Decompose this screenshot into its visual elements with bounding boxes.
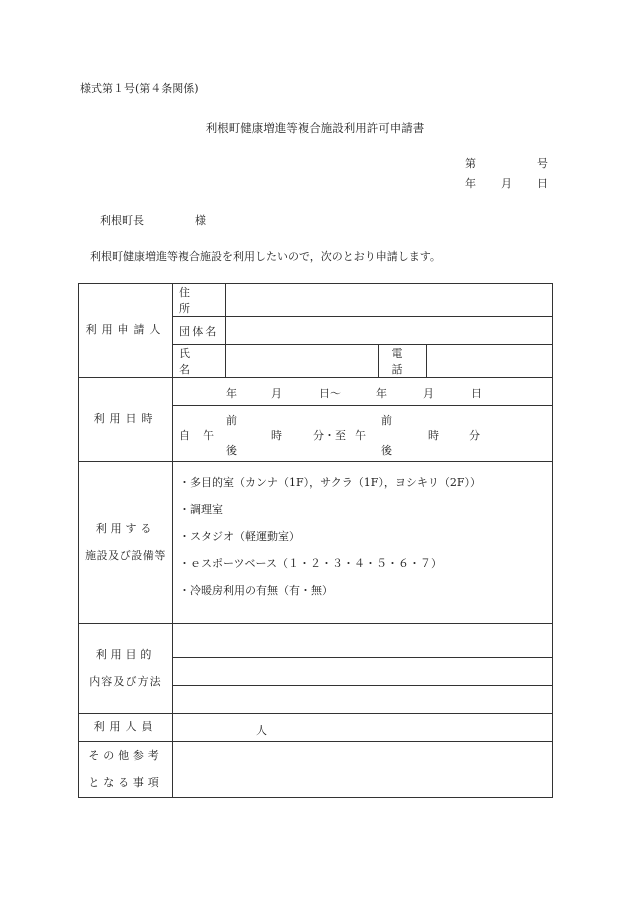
hour-2: 時 xyxy=(428,429,439,442)
dt-day2: 日 xyxy=(471,387,482,400)
pm-2: 後 xyxy=(381,444,392,457)
address-label: 住 所 xyxy=(173,284,226,317)
recipient-suffix: 様 xyxy=(195,214,206,227)
facility-item[interactable]: ・多目的室（カンナ（1F），サクラ（1F），ヨシキリ（2F）） xyxy=(179,476,481,489)
minute-to: 分・至 xyxy=(313,429,346,442)
recipient xyxy=(100,212,206,228)
purpose-label-line2: 内容及び方法 xyxy=(89,674,162,688)
group-name-label: 団体名 xyxy=(173,317,226,345)
number-prefix: 第 xyxy=(465,157,476,170)
name-label: 氏 名 xyxy=(173,345,226,378)
facility-item[interactable]: ・ｅスポーツベース（１・２・３・４・５・６・７） xyxy=(179,557,443,570)
purpose-field-line[interactable] xyxy=(173,658,553,686)
purpose-field-line[interactable] xyxy=(173,686,553,714)
dt-year: 年 xyxy=(226,387,237,400)
persons-field[interactable] xyxy=(173,714,553,742)
datetime-label: 利用日時 xyxy=(79,378,173,462)
remarks-label-line1: その他参考 xyxy=(88,749,163,763)
facility-item[interactable]: ・冷暖房利用の有無（有・無） xyxy=(179,584,333,597)
pm-1: 後 xyxy=(226,444,237,457)
number-suffix: 号 xyxy=(537,157,548,170)
dt-day-tilde: 日～ xyxy=(319,387,341,400)
facilities-list[interactable] xyxy=(173,462,553,624)
from-label: 自 xyxy=(179,429,190,442)
go-1: 午 xyxy=(203,429,214,442)
minute-2: 分 xyxy=(469,429,480,442)
document-title: 利根町健康増進等複合施設利用許可申請書 xyxy=(205,121,425,135)
purpose-field-line[interactable] xyxy=(173,624,553,658)
am-1: 前 xyxy=(226,414,237,427)
facilities-label-line2: 施設及び設備等 xyxy=(85,548,166,562)
name-field[interactable] xyxy=(226,345,379,378)
date-year: 年 xyxy=(465,177,476,190)
phone-label: 電 話 xyxy=(379,345,427,378)
form-number-label: 様式第１号(第４条関係) xyxy=(80,82,199,95)
hour-1: 時 xyxy=(271,429,282,442)
facilities-label-line1: 利用する xyxy=(95,522,156,536)
date-month: 月 xyxy=(501,177,512,190)
facilities-label xyxy=(79,462,173,624)
persons-unit: 人 xyxy=(256,724,267,737)
intro-text: 利根町健康増進等複合施設を利用したいので，次のとおり申請します。 xyxy=(90,250,441,263)
address-field[interactable] xyxy=(226,284,553,317)
date-range-field[interactable] xyxy=(173,378,553,406)
dt-month2: 月 xyxy=(423,387,434,400)
remarks-field[interactable] xyxy=(173,742,553,798)
purpose-label-line1: 利用目的 xyxy=(95,648,156,662)
purpose-label xyxy=(79,624,173,714)
persons-label: 利用人員 xyxy=(79,714,173,742)
am-2: 前 xyxy=(381,414,392,427)
recipient-name: 利根町長 xyxy=(100,214,144,227)
applicant-label: 利用申請人 xyxy=(79,284,173,378)
facility-item[interactable]: ・調理室 xyxy=(179,503,223,516)
phone-field[interactable] xyxy=(427,345,553,378)
go-2: 午 xyxy=(355,429,366,442)
facility-item[interactable]: ・スタジオ（軽運動室） xyxy=(179,530,300,543)
remarks-label-line2: となる事項 xyxy=(88,775,163,789)
dt-year2: 年 xyxy=(376,387,387,400)
remarks-label xyxy=(79,742,173,798)
dt-month: 月 xyxy=(271,387,282,400)
date-day: 日 xyxy=(537,177,548,190)
application-form-table xyxy=(78,283,553,798)
group-name-field[interactable] xyxy=(226,317,553,345)
time-range-field[interactable] xyxy=(173,406,553,462)
